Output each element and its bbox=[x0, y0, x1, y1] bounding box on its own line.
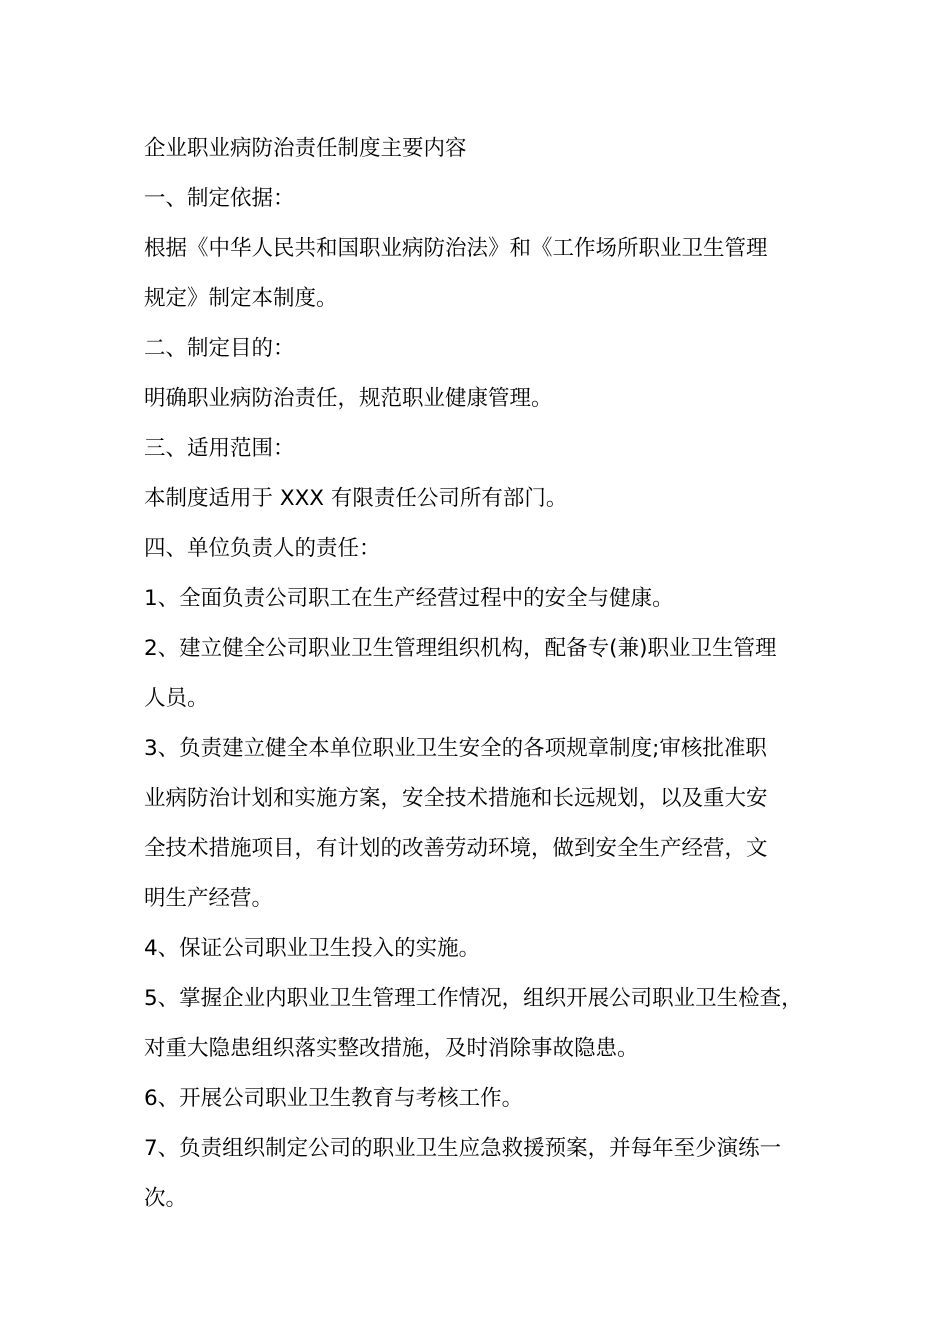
paragraph-line: 规定》制定本制度。 bbox=[144, 286, 338, 311]
list-item-line: 5、掌握企业内职业卫生管理工作情况，组织开展公司职业卫生检查， bbox=[144, 986, 803, 1011]
paragraph-line: 根据《中华人民共和国职业病防治法》和《工作场所职业卫生管理 bbox=[144, 236, 768, 261]
section-heading-purpose: 二、制定目的： bbox=[144, 336, 295, 361]
list-item-line: 6、开展公司职业卫生教育与考核工作。 bbox=[144, 1086, 524, 1111]
list-item-line: 2、建立健全公司职业卫生管理组织机构，配备专(兼)职业卫生管理 bbox=[144, 636, 777, 661]
paragraph-line: 明确职业病防治责任，规范职业健康管理。 bbox=[144, 386, 553, 411]
list-item-line: 次。 bbox=[144, 1186, 188, 1211]
list-item-line: 4、保证公司职业卫生投入的实施。 bbox=[144, 936, 481, 961]
document-title: 企业职业病防治责任制度主要内容 bbox=[144, 136, 467, 161]
list-item-line: 业病防治计划和实施方案，安全技术措施和长远规划，以及重大安 bbox=[144, 786, 768, 811]
paragraph-line: 本制度适用于 XXX 有限责任公司所有部门。 bbox=[144, 486, 568, 511]
list-item-line: 人员。 bbox=[144, 686, 209, 711]
list-item-line: 7、负责组织制定公司的职业卫生应急救援预案，并每年至少演练一 bbox=[144, 1136, 782, 1161]
list-item-line: 1、全面负责公司职工在生产经营过程中的安全与健康。 bbox=[144, 586, 674, 611]
list-item-line: 全技术措施项目，有计划的改善劳动环境，做到安全生产经营，文 bbox=[144, 836, 768, 861]
list-item-line: 3、负责建立健全本单位职业卫生安全的各项规章制度;审核批准职 bbox=[144, 736, 767, 761]
section-heading-scope: 三、适用范围： bbox=[144, 436, 295, 461]
list-item-line: 明生产经营。 bbox=[144, 886, 274, 911]
section-heading-responsibility: 四、单位负责人的责任： bbox=[144, 536, 381, 561]
list-item-line: 对重大隐患组织落实整改措施，及时消除事故隐患。 bbox=[144, 1036, 639, 1061]
section-heading-basis: 一、制定依据： bbox=[144, 186, 295, 211]
document-body bbox=[144, 124, 834, 1224]
